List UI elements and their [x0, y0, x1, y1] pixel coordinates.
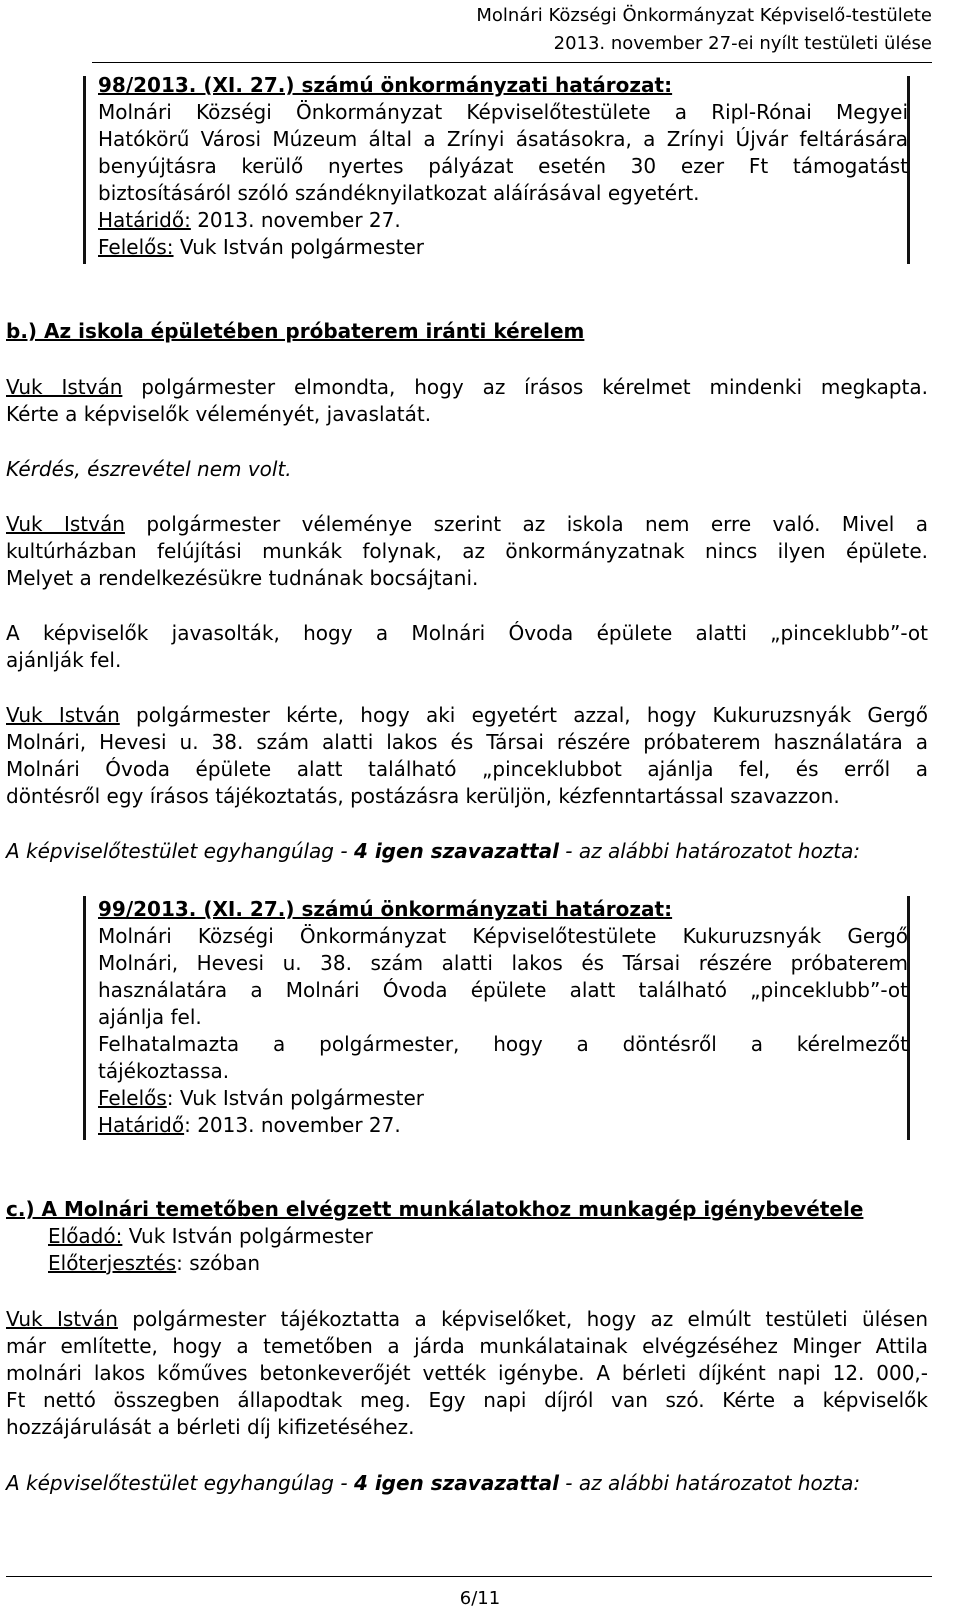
resolution-99-title: 99/2013. (XI. 27.) számú önkormányzati határozat:	[98, 897, 673, 921]
section-b-heading: b.) Az iskola épületében próbaterem iránti kérelem	[6, 319, 585, 343]
header-rule	[92, 62, 932, 63]
section-c-vote	[6, 1470, 928, 1497]
deadline-label: Határidő	[98, 1113, 185, 1137]
resolution-99-line: ajánlja fel.	[98, 1005, 202, 1029]
section-b-p3-line: kultúrházban felújítási munkák folynak, az önkormányzatnak nincs ilyen épülete.	[6, 539, 928, 563]
paragraph-text: polgármester tájékoztatta a képviselőket, hogy az elmúlt testületi ülésen	[117, 1307, 928, 1331]
resolution-99-responsible	[98, 1085, 908, 1112]
proposal-value: : szóban	[176, 1251, 261, 1275]
section-b-no-questions: Kérdés, észrevétel nem volt.	[6, 457, 292, 481]
section-b-p3-line: Melyet a rendelkezésükre tudnának bocsájtani.	[6, 566, 479, 590]
resolution-98-line: Hatókörű Városi Múzeum által a Zrínyi ásatásokra, a Zrínyi Újvár feltárására	[98, 127, 908, 151]
header-title: Molnári Községi Önkormányzat Képviselő-testülete	[476, 5, 932, 26]
presenter-label: Előadó:	[48, 1224, 123, 1248]
resolution-98-title: 98/2013. (XI. 27.) számú önkormányzati határozat:	[98, 73, 673, 97]
vote-count: 4 igen szavazattal	[353, 1471, 559, 1495]
section-c-proposal	[48, 1250, 928, 1277]
section-b-p5-line: Molnári Óvoda épülete alatt található „pinceklubbot ajánlja fel, és erről a	[6, 757, 928, 781]
vote-text: - az alábbi határozatot hozta:	[558, 839, 861, 863]
vote-text: - az alábbi határozatot hozta:	[558, 1471, 861, 1495]
paragraph-text: polgármester kérte, hogy aki egyetért azzal, hogy Kukuruzsnyák Gergő	[119, 703, 928, 727]
deadline-value: : 2013. november 27.	[184, 1113, 401, 1137]
section-c-presenter	[48, 1223, 928, 1250]
section-b-vote	[6, 838, 928, 865]
responsible-label: Felelős	[98, 1086, 167, 1110]
speaker-name: Vuk István	[6, 1307, 118, 1331]
section-b-p5-line: döntésről egy írásos tájékoztatás, postázásra kerüljön, kézfenntartással szavazzon.	[6, 784, 840, 808]
deadline-value: 2013. november 27.	[190, 208, 401, 232]
responsible-label: Felelős:	[98, 235, 174, 259]
section-c-p1-line	[6, 1306, 928, 1333]
vote-text: A képviselőtestület egyhangúlag -	[6, 839, 354, 863]
resolution-98-left-border	[83, 76, 86, 264]
section-c-p1-line: Ft nettó összegben állapodtak meg. Egy napi díjról van szó. Kérte a képviselők	[6, 1388, 928, 1412]
proposal-label: Előterjesztés	[48, 1251, 177, 1275]
section-c-heading: c.) A Molnári temetőben elvégzett munkálatokhoz munkagép igénybevétele	[6, 1197, 864, 1221]
resolution-98-responsible	[98, 234, 908, 261]
vote-count: szavazattal	[423, 839, 559, 863]
resolution-98-line: biztosításáról szóló szándéknyilatkozat aláírásával egyetért.	[98, 181, 700, 205]
page-number: 6/11	[459, 1588, 501, 1609]
responsible-value: : Vuk István polgármester	[166, 1086, 425, 1110]
responsible-value: Vuk István polgármester	[173, 235, 424, 259]
resolution-99-line: Molnári Községi Önkormányzat Képviselőtestülete Kukuruzsnyák Gergő	[98, 924, 908, 948]
vote-text: A képviselőtestület egyhangúlag -	[6, 1471, 354, 1495]
section-b-p5-line	[6, 702, 928, 729]
section-c-p1-line: molnári lakos kőműves betonkeverőjét vették igénybe. A bérleti díjként napi 12. 000,-	[6, 1361, 928, 1385]
resolution-98-deadline	[98, 207, 908, 234]
section-b-p1-line: Kérte a képviselők véleményét, javaslatát.	[6, 402, 432, 426]
footer-rule	[6, 1576, 932, 1577]
resolution-98-line: benyújtásra kerülő nyertes pályázat esetén 30 ezer Ft támogatást	[98, 154, 908, 178]
resolution-98-line: Molnári Községi Önkormányzat Képviselőtestülete a Ripl-Rónai Megyei	[98, 100, 908, 124]
section-b-p5-line: Molnári, Hevesi u. 38. szám alatti lakos és Társai részére próbaterem használatára a	[6, 730, 928, 754]
section-b-p4-line: A képviselők javasolták, hogy a Molnári Óvoda épülete alatti „pinceklubb”-ot	[6, 621, 928, 645]
section-b-p3-line	[6, 511, 928, 538]
resolution-99-line: Molnári, Hevesi u. 38. szám alatti lakos és Társai részére próbaterem	[98, 951, 908, 975]
paragraph-text: polgármester elmondta, hogy az írásos kérelmet mindenki megkapta.	[122, 375, 928, 399]
resolution-99-line: tájékoztassa.	[98, 1059, 230, 1083]
speaker-name: Vuk István	[6, 703, 120, 727]
section-b-p4-line: ajánlják fel.	[6, 648, 122, 672]
document-header	[476, 2, 932, 58]
resolution-99-line: Felhatalmazta a polgármester, hogy a döntésről a kérelmezőt	[98, 1032, 908, 1056]
deadline-label: Határidő:	[98, 208, 191, 232]
presenter-value: Vuk István polgármester	[122, 1224, 373, 1248]
section-b-p1-line	[6, 374, 928, 401]
resolution-99-line: használatára a Molnári Óvoda épülete alatt található „pinceklubb”-ot	[98, 978, 908, 1002]
header-subtitle: 2013. november 27-ei nyílt testületi ülése	[553, 33, 932, 54]
section-c-p1-line: már említette, hogy a temetőben a járda munkálatainak elvégzéséhez Minger Attila	[6, 1334, 928, 1358]
speaker-name: Vuk István	[6, 512, 125, 536]
section-c-p1-line: hozzájárulását a bérleti díj kifizetéséhez.	[6, 1415, 415, 1439]
resolution-99-deadline	[98, 1112, 908, 1139]
vote-count: 4 igen	[353, 839, 424, 863]
paragraph-text: polgármester véleménye szerint az iskola nem erre való. Mivel a	[124, 512, 928, 536]
resolution-99-left-border	[83, 896, 86, 1140]
speaker-name: Vuk István	[6, 375, 123, 399]
